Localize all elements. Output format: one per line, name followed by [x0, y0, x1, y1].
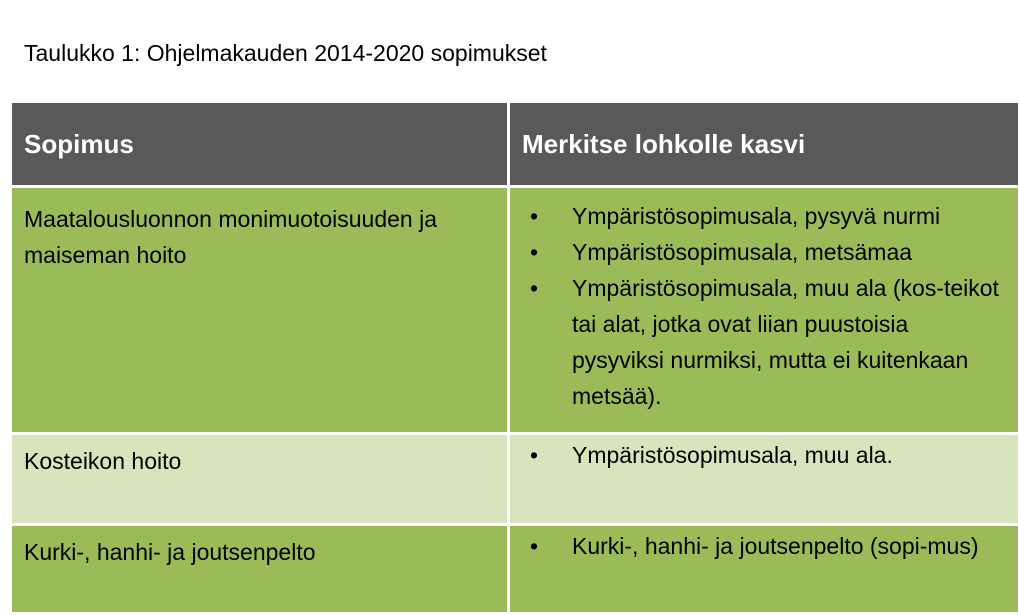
agreement-cell — [11, 525, 509, 614]
agreement-name: Kurki-, hanhi- ja joutsenpelto — [24, 539, 316, 565]
crop-list — [510, 188, 1018, 414]
crop-list — [510, 526, 1018, 564]
agreement-cell — [11, 187, 509, 434]
crop-list-item — [524, 234, 1006, 270]
table-row — [11, 187, 1019, 434]
bullet-icon: • — [529, 239, 539, 265]
crop-text: Ympäristösopimusala, muu ala. — [572, 442, 893, 468]
crop-list-item — [524, 437, 1006, 473]
crop-cell — [509, 187, 1019, 434]
crop-text: Kurki-, hanhi- ja joutsenpelto (sopi-mus) — [572, 533, 979, 559]
table-header-row — [11, 102, 1019, 187]
crop-text: Ympäristösopimusala, metsämaa — [572, 239, 913, 265]
column-header-agreement: Sopimus — [11, 102, 509, 187]
agreement-name: Kosteikon hoito — [24, 448, 182, 474]
table-row — [11, 434, 1019, 525]
crop-text: Ympäristösopimusala, pysyvä nurmi — [572, 203, 941, 229]
crop-cell — [509, 525, 1019, 614]
bullet-icon: • — [529, 442, 539, 468]
table-caption: Taulukko 1: Ohjelmakauden 2014-2020 sopimukset — [24, 40, 547, 66]
bullet-icon: • — [529, 533, 539, 559]
crop-list — [510, 435, 1018, 473]
bullet-icon: • — [529, 275, 539, 301]
column-header-crop: Merkitse lohkolle kasvi — [509, 102, 1019, 187]
table-row — [11, 525, 1019, 614]
agreement-cell — [11, 434, 509, 525]
crop-cell — [509, 434, 1019, 525]
bullet-icon: • — [529, 203, 539, 229]
agreements-table — [9, 100, 1019, 615]
crop-list-item — [524, 270, 1006, 414]
crop-list-item — [524, 528, 1006, 564]
crop-text: Ympäristösopimusala, muu ala (kos-teikot tai alat, jotka ovat liian puustoisia pysyviksi nurmiksi, mutta ei kuitenkaan metsää). — [572, 275, 999, 409]
crop-list-item — [524, 198, 1006, 234]
agreement-name: Maatalousluonnon monimuotoisuuden ja maiseman hoito — [24, 206, 438, 268]
